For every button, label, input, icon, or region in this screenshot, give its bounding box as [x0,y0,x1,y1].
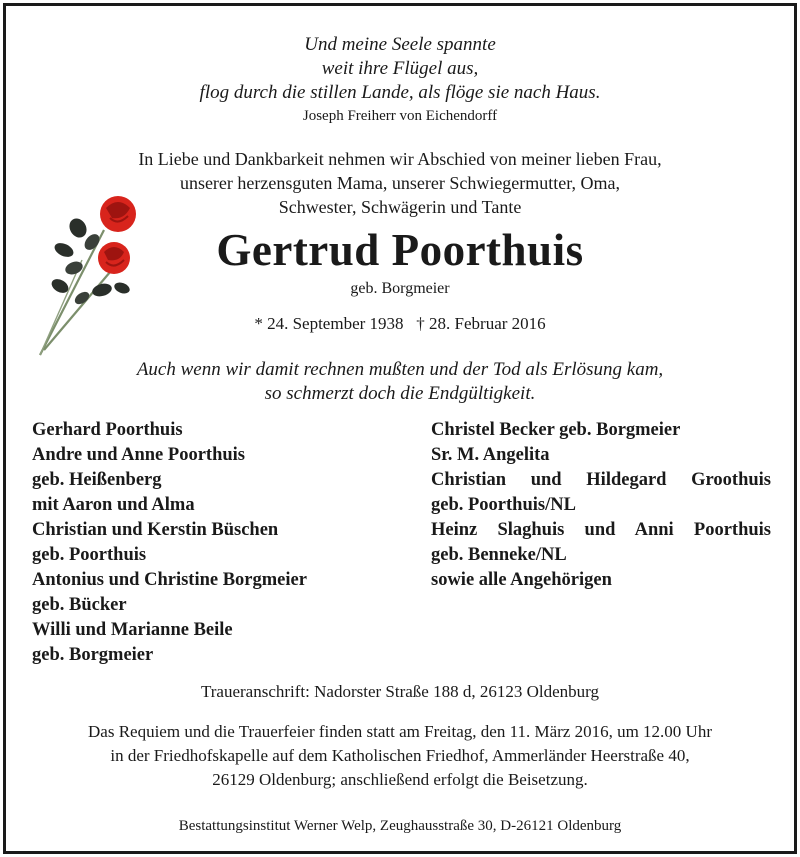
poem-author: Joseph Freiherr von Eichendorff [302,108,498,124]
mourner: geb. Benneke/NL [431,545,567,565]
service-line: in der Friedhofskapelle auf dem Katholischen Friedhof, Ammerländer Heerstraße 40, [110,746,690,765]
service-line: Das Requiem und die Trauerfeier finden statt am Freitag, den 11. März 2016, um 12.00 Uhr [88,722,712,741]
mourner: geb. Heißenberg [32,470,162,490]
mourner: sowie alle Angehörigen [431,570,612,590]
mourner: geb. Borgmeier [32,645,154,665]
mourners-left [32,418,402,668]
poem-line: weit ihre Flügel aus, [321,58,479,79]
mourner: Andre und Anne Poorthuis [32,445,245,465]
mourners-right [431,418,771,593]
poem [0,33,800,105]
saying-line: so schmerzt doch die Endgültigkeit. [264,383,536,404]
deceased-name: Gertrud Poorthuis [216,225,584,275]
mourner: Christian und Hildegard Groothuis [431,470,771,490]
mourner: mit Aaron und Alma [32,495,195,515]
mourner: Christian und Kerstin Büschen [32,520,279,540]
undertaker: Bestattungsinstitut Werner Welp, Zeughausstraße 30, D-26121 Oldenburg [178,818,622,834]
saying [0,358,800,406]
intro-line: Schwester, Schwägerin und Tante [278,197,522,217]
service-line: 26129 Oldenburg; anschließend erfolgt die Beisetzung. [212,770,588,789]
service-info [0,720,800,792]
mourner: Christel Becker geb. Borgmeier [431,420,681,440]
saying-line: Auch wenn wir damit rechnen mußten und der Tod als Erlösung kam, [136,359,664,380]
mourning-address: Traueranschrift: Nadorster Straße 188 d, 26123 Oldenburg [200,682,599,701]
mourner: Heinz Slaghuis und Anni Poorthuis [431,520,771,540]
intro-line: In Liebe und Dankbarkeit nehmen wir Abschied von meiner lieben Frau, [138,149,662,169]
birth-name: geb. Borgmeier [350,280,450,297]
mourner: geb. Bücker [32,595,127,615]
mourner: Antonius und Christine Borgmeier [32,570,307,590]
mourner: Sr. M. Angelita [431,445,550,465]
mourner: Willi und Marianne Beile [32,620,233,640]
mourner: geb. Poorthuis/NL [431,495,576,515]
mourner: Gerhard Poorthuis [32,420,183,440]
poem-line: flog durch die stillen Lande, als flöge sie nach Haus. [199,82,601,103]
life-dates: * 24. September 1938 † 28. Februar 2016 [254,314,546,333]
intro-line: unserer herzensguten Mama, unserer Schwiegermutter, Oma, [179,173,621,193]
poem-line: Und meine Seele spannte [304,34,496,55]
mourner: geb. Poorthuis [32,545,147,565]
